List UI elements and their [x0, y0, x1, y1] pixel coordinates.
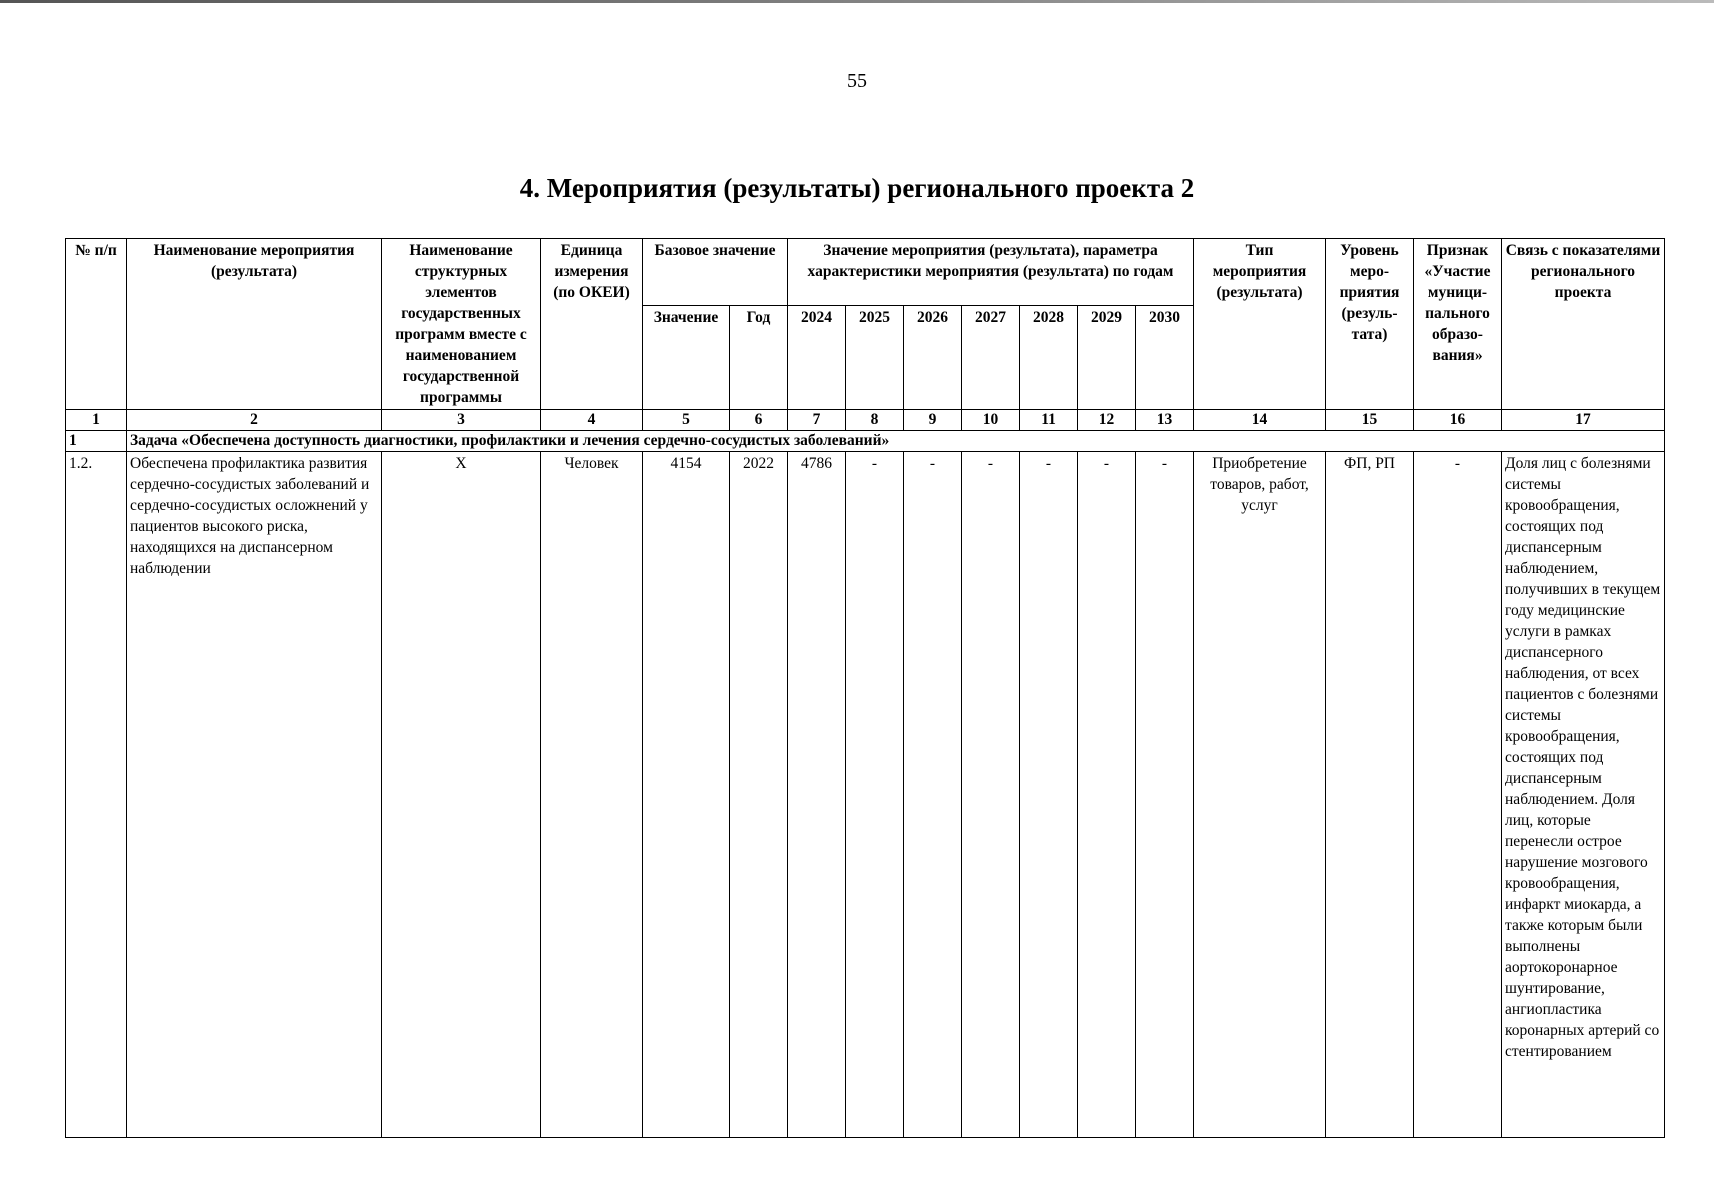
page-number: 55 [847, 70, 867, 92]
column-number: 12 [1078, 410, 1136, 431]
task-row [66, 431, 1665, 452]
header-year: 2024 [788, 306, 846, 410]
column-number: 10 [962, 410, 1020, 431]
section-title: 4. Мероприятия (результаты) регионального проекта 2 [519, 173, 1195, 203]
column-number-row [66, 410, 1665, 431]
column-number: 8 [846, 410, 904, 431]
header-unit: Единица измерения (по ОКЕИ) [541, 239, 643, 410]
column-number: 7 [788, 410, 846, 431]
task-num: 1 [66, 431, 127, 452]
row-year-value: 4786 [788, 452, 846, 1138]
row-year-value: - [1136, 452, 1194, 1138]
column-number: 17 [1502, 410, 1665, 431]
column-number: 1 [66, 410, 127, 431]
header-base: Базовое значение [643, 239, 788, 306]
header-base-value: Значение [643, 306, 730, 410]
results-table [65, 238, 1665, 1138]
column-number: 9 [904, 410, 962, 431]
header-year: 2028 [1020, 306, 1078, 410]
row-base-year: 2022 [730, 452, 788, 1138]
column-number: 11 [1020, 410, 1078, 431]
column-number: 3 [382, 410, 541, 431]
column-number: 13 [1136, 410, 1194, 431]
column-number: 14 [1194, 410, 1326, 431]
row-struct: Х [382, 452, 541, 1138]
header-municipal: Признак «Участие муници-пального образо-вания» [1414, 239, 1502, 410]
header-values-group: Значение мероприятия (результата), параметра характеристики мероприятия (результата) по годам [788, 239, 1194, 306]
row-num: 1.2. [66, 452, 127, 1138]
column-number: 4 [541, 410, 643, 431]
column-number: 5 [643, 410, 730, 431]
header-link: Связь с показателями регионального проекта [1502, 239, 1665, 410]
row-level: ФП, РП [1326, 452, 1414, 1138]
header-type: Тип мероприятия (результата) [1194, 239, 1326, 410]
row-base-value: 4154 [643, 452, 730, 1138]
row-unit: Человек [541, 452, 643, 1138]
header-level: Уровень меро-приятия (резуль-тата) [1326, 239, 1414, 410]
column-number: 2 [127, 410, 382, 431]
row-year-value: - [846, 452, 904, 1138]
column-number: 16 [1414, 410, 1502, 431]
column-number: 15 [1326, 410, 1414, 431]
row-year-value: - [962, 452, 1020, 1138]
row-type: Приобретение товаров, работ, услуг [1194, 452, 1326, 1138]
header-year: 2026 [904, 306, 962, 410]
column-number: 6 [730, 410, 788, 431]
row-municipal: - [1414, 452, 1502, 1138]
header-year: 2030 [1136, 306, 1194, 410]
header-name: Наименование мероприятия (результата) [127, 239, 382, 410]
task-text: Задача «Обеспечена доступность диагностики, профилактики и лечения сердечно-сосудистых заболеваний» [127, 431, 1665, 452]
table-row [66, 452, 1665, 1138]
row-year-value: - [1078, 452, 1136, 1138]
header-struct: Наименование структурных элементов государственных программ вместе с наименованием государственной программы [382, 239, 541, 410]
header-base-year: Год [730, 306, 788, 410]
header-num: № п/п [66, 239, 127, 410]
row-year-value: - [1020, 452, 1078, 1138]
row-year-value: - [904, 452, 962, 1138]
row-link: Доля лиц с болезнями системы кровообращения, состоящих под диспансерным наблюдением, получивших в текущем году медицинские услуги в рамках диспансерного наблюдения, от всех пациентов с болезнями системы кровообращения, состоящих под диспансерным наблюдением. Доля лиц, которые перенесли острое нарушение мозгового кровообращения, инфаркт миокарда, а также которым были выполнены аортокоронарное шунтирование, ангиопластика коронарных артерий со стентированием [1502, 452, 1665, 1138]
header-year: 2025 [846, 306, 904, 410]
scan-edge [0, 0, 1714, 3]
row-name: Обеспечена профилактика развития сердечно-сосудистых заболеваний и сердечно-сосудистых осложнений у пациентов высокого риска, находящихся на диспансерном наблюдении [127, 452, 382, 1138]
header-year: 2029 [1078, 306, 1136, 410]
header-year: 2027 [962, 306, 1020, 410]
